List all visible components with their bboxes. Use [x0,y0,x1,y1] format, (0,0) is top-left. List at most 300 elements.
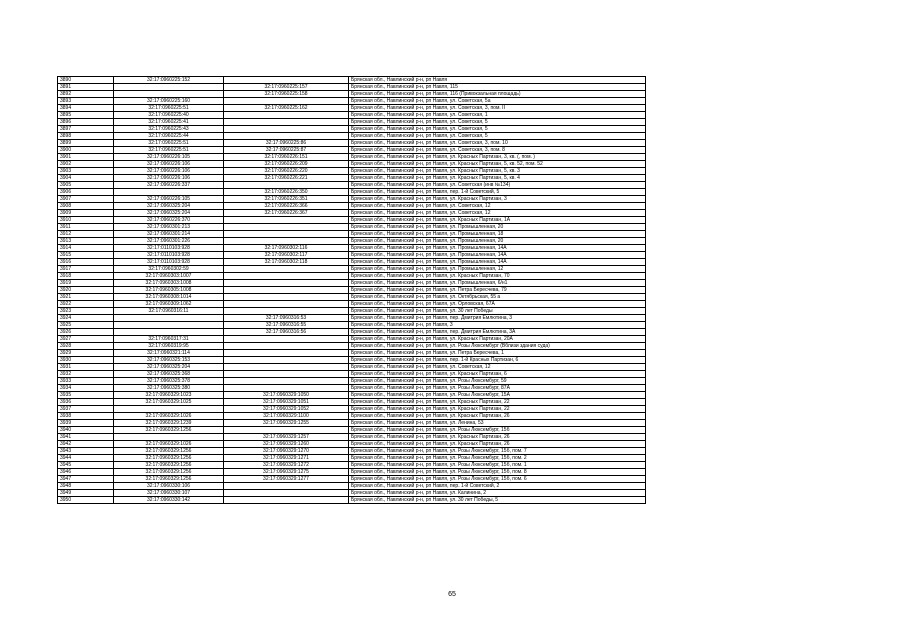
table-row [58,224,646,231]
cadastral-number-cell: 32:17:0960329:1023 [114,392,224,399]
cadastral-number-cell: 32:17:0960329:1256 [114,476,224,483]
property-table [57,76,646,504]
table-row [58,196,646,203]
table-row [58,280,646,287]
object-cadastral-number-cell [224,126,349,133]
row-number-cell: 3902 [58,161,114,168]
table-row [58,371,646,378]
object-cadastral-number-cell [224,112,349,119]
address-cell: Брянская обл., Навлинский р-н, рп Навля, ул. Советская, 5а [349,98,646,105]
object-cadastral-number-cell: 32:17:0960316:55 [224,322,349,329]
row-number-cell: 3896 [58,119,114,126]
object-cadastral-number-cell [224,350,349,357]
cadastral-number-cell: 32:17:0960317:31 [114,336,224,343]
object-cadastral-number-cell: 32:17:0960329:1255 [224,420,349,427]
table-row [58,322,646,329]
object-cadastral-number-cell [224,490,349,497]
row-number-cell: 3914 [58,245,114,252]
row-number-cell: 3940 [58,427,114,434]
object-cadastral-number-cell: 32:17:0960225:157 [224,84,349,91]
row-number-cell: 3932 [58,371,114,378]
row-number-cell: 3944 [58,455,114,462]
address-cell: Брянская обл., Навлинский р-н, рп Навля, ул. Орловская, 67А [349,301,646,308]
address-cell: Брянская обл., Навлинский р-н, рп Навля, ул. Петра Бересчева, 1 [349,350,646,357]
cadastral-number-cell: 32:17:0960329:1256 [114,427,224,434]
cadastral-number-cell: 32:17:0960319:95 [114,343,224,350]
cadastral-number-cell: 32:17:0960308:1014 [114,294,224,301]
address-cell: Брянская обл., Навлинский р-н, рп Навля, 116 (Привокзальная площадь) [349,91,646,98]
address-cell: Брянская обл., Навлинский р-н, рп Навля, ул. Красных Партизан, 20А [349,336,646,343]
object-cadastral-number-cell [224,231,349,238]
cadastral-number-cell [114,315,224,322]
table-row [58,378,646,385]
table-row [58,105,646,112]
table-row [58,245,646,252]
cadastral-number-cell: 32:17:0960330:106 [114,483,224,490]
table-row [58,112,646,119]
table-row [58,392,646,399]
address-cell: Брянская обл., Навлинский р-н, рп Навля, ул. Советская, 3, пом. 8 [349,147,646,154]
row-number-cell: 3919 [58,280,114,287]
row-number-cell: 3893 [58,98,114,105]
row-number-cell: 3930 [58,357,114,364]
cadastral-number-cell [114,322,224,329]
cadastral-number-cell: 32:17:0960226:106 [114,168,224,175]
address-cell: Брянская обл., Навлинский р-н, рп Навля, ул. Розы Люксембург, 15б, пом. 6 [349,476,646,483]
row-number-cell: 3918 [58,273,114,280]
address-cell: Брянская обл., Навлинский р-н, рп Навля, ул. Октябрьская, 55 а [349,294,646,301]
object-cadastral-number-cell: 32:17:0960225:87 [224,147,349,154]
table-row [58,119,646,126]
object-cadastral-number-cell: 32:17:0960316:53 [224,315,349,322]
row-number-cell: 3899 [58,140,114,147]
row-number-cell: 3898 [58,133,114,140]
row-number-cell: 3926 [58,329,114,336]
table-row [58,189,646,196]
page-number: 65 [448,591,456,598]
object-cadastral-number-cell [224,301,349,308]
object-cadastral-number-cell [224,77,349,84]
address-cell: Брянская обл., Навлинский р-н, рп Навля, ул. Калинина, 2 [349,490,646,497]
address-cell: Брянская обл., Навлинский р-н, рп Навля, ул. Красных Партизан, 26 [349,441,646,448]
address-cell: Брянская обл., Навлинский р-н, рп Навля, ул. Советская, 12 [349,210,646,217]
table-row [58,434,646,441]
object-cadastral-number-cell: 32:17:0960226:221 [224,175,349,182]
cadastral-number-cell: 32:17:0960225:51 [114,140,224,147]
object-cadastral-number-cell [224,182,349,189]
cadastral-number-cell: 32:17:0960329:1256 [114,448,224,455]
address-cell: Брянская обл., Навлинский р-н, рп Навля, ул. Советская, 5 [349,119,646,126]
object-cadastral-number-cell: 32:17:0960302:117 [224,252,349,259]
object-cadastral-number-cell [224,217,349,224]
object-cadastral-number-cell [224,308,349,315]
table-row [58,448,646,455]
cadastral-number-cell: 32:17:0960330:142 [114,497,224,504]
object-cadastral-number-cell [224,224,349,231]
cadastral-number-cell: 32:17:0110103:928 [114,252,224,259]
row-number-cell: 3907 [58,196,114,203]
cadastral-number-cell [114,91,224,98]
row-number-cell: 3942 [58,441,114,448]
cadastral-number-cell: 32:17:0960226:106 [114,175,224,182]
row-number-cell: 3924 [58,315,114,322]
table-row [58,77,646,84]
object-cadastral-number-cell: 32:17:0960329:1257 [224,434,349,441]
row-number-cell: 3895 [58,112,114,119]
cadastral-number-cell [114,84,224,91]
table-row [58,441,646,448]
cadastral-number-cell: 32:17:0960321:114 [114,350,224,357]
table-row [58,259,646,266]
table-row [58,476,646,483]
address-cell: Брянская обл., Навлинский р-н, рп Навля, ул. Советская, 5 [349,133,646,140]
table-row [58,497,646,504]
table-row [58,413,646,420]
cadastral-number-cell: 32:17:0960225:41 [114,119,224,126]
address-cell: Брянская обл., Навлинский р-н, рп Навля, ул. Промышленная, 18 [349,231,646,238]
address-cell: Брянская обл., Навлинский р-н, рп Навля, ул. Советская, 5 [349,126,646,133]
address-cell: Брянская обл., Навлинский р-н, рп Навля, ул. Красных Партизан, 26 [349,413,646,420]
table-row [58,273,646,280]
row-number-cell: 3891 [58,84,114,91]
object-cadastral-number-cell: 32:17:0960329:1272 [224,462,349,469]
table-row [58,385,646,392]
table-row [58,301,646,308]
cadastral-number-cell: 32:17:0960316:11 [114,308,224,315]
object-cadastral-number-cell [224,133,349,140]
row-number-cell: 3929 [58,350,114,357]
address-cell: Брянская обл., Навлинский р-н, рп Навля, ул. Красных Партизан, 22 [349,406,646,413]
object-cadastral-number-cell: 32:17:0960225:158 [224,91,349,98]
address-cell: Брянская обл., Навлинский р-н, рп Навля, ул. Советская, 1 [349,112,646,119]
address-cell: Брянская обл., Навлинский р-н, рп Навля, ул. Розы Люксембург, 15б, пом. 2 [349,455,646,462]
object-cadastral-number-cell: 32:17:0960226:366 [224,203,349,210]
address-cell: Брянская обл., Навлинский р-н, рп Навля, пер. 1-й Красных Партизан, 6 [349,357,646,364]
object-cadastral-number-cell: 32:17:0960226:209 [224,161,349,168]
object-cadastral-number-cell [224,357,349,364]
object-cadastral-number-cell: 32:17:0960226:350 [224,189,349,196]
table-row [58,140,646,147]
address-cell: Брянская обл., Навлинский р-н, рп Навля, ул. Промышленная, 14А [349,252,646,259]
object-cadastral-number-cell [224,238,349,245]
address-cell: Брянская обл., Навлинский р-н, рп Навля, пер. 1-й Советский, 2 [349,483,646,490]
row-number-cell: 3939 [58,420,114,427]
table-row [58,126,646,133]
row-number-cell: 3894 [58,105,114,112]
address-cell: Брянская обл., Навлинский р-н, рп Навля, пер. Дмитрия Емлютина, 3А [349,329,646,336]
cadastral-number-cell: 32:17:0960325:204 [114,203,224,210]
row-number-cell: 3892 [58,91,114,98]
object-cadastral-number-cell [224,483,349,490]
address-cell: Брянская обл., Навлинский р-н, рп Навля, ул. Красных Партизан, 1А [349,217,646,224]
address-cell: Брянская обл., Навлинский р-н, рп Навля, ул. Розы Люксембург (Вблизи здания суда) [349,343,646,350]
table-row [58,217,646,224]
table-row [58,406,646,413]
cadastral-number-cell: 32:17:0960225:51 [114,147,224,154]
object-cadastral-number-cell: 32:17:0960329:1052 [224,406,349,413]
object-cadastral-number-cell: 32:17:0960302:118 [224,259,349,266]
cadastral-number-cell [114,434,224,441]
object-cadastral-number-cell [224,497,349,504]
object-cadastral-number-cell [224,343,349,350]
object-cadastral-number-cell: 32:17:0960329:1275 [224,469,349,476]
address-cell: Брянская обл., Навлинский р-н, рп Навля [349,77,646,84]
object-cadastral-number-cell [224,378,349,385]
cadastral-number-cell: 32:17:0960302:59 [114,266,224,273]
object-cadastral-number-cell: 32:17:0960329:1050 [224,392,349,399]
address-cell: Брянская обл., Навлинский р-н, рп Навля, ул. Красных Партизан, 5, кв. 4 [349,175,646,182]
table-row [58,315,646,322]
object-cadastral-number-cell: 32:17:0960225:162 [224,105,349,112]
cadastral-number-cell: 32:17:0960225:40 [114,112,224,119]
address-cell: Брянская обл., Навлинский р-н, рп Навля, ул. Промышленная, 14А [349,245,646,252]
cadastral-number-cell: 32:17:0110103:928 [114,245,224,252]
address-cell: Брянская обл., Навлинский р-н, рп Навля, ул. 30 лет Победы, 5 [349,497,646,504]
object-cadastral-number-cell: 32:17:0960316:56 [224,329,349,336]
cadastral-number-cell: 32:17:0960330:107 [114,490,224,497]
object-cadastral-number-cell: 32:17:0960302:116 [224,245,349,252]
row-number-cell: 3933 [58,378,114,385]
cadastral-number-cell: 32:17:0960226:106 [114,161,224,168]
object-cadastral-number-cell: 32:17:0960329:1271 [224,455,349,462]
address-cell: Брянская обл., Навлинский р-н, рп Навля, ул. 30 лет Победы [349,308,646,315]
cadastral-number-cell: 32:17:0960329:1026 [114,441,224,448]
row-number-cell: 3911 [58,224,114,231]
address-cell: Брянская обл., Навлинский р-н, рп Навля, ул. Промышленная, 20 [349,224,646,231]
address-cell: Брянская обл., Навлинский р-н, рп Навля, ул. Красных Партизан, 5, кв. 3 [349,168,646,175]
cadastral-number-cell: 32:17:0960329:1256 [114,469,224,476]
row-number-cell: 3928 [58,343,114,350]
address-cell: Брянская обл., Навлинский р-н, рп Навля, ул. Розы Люксембург, 15б, пом. 8 [349,469,646,476]
row-number-cell: 3925 [58,322,114,329]
table-row [58,252,646,259]
table-row [58,336,646,343]
table-row [58,266,646,273]
row-number-cell: 3938 [58,413,114,420]
table-row [58,294,646,301]
object-cadastral-number-cell [224,266,349,273]
table-row [58,203,646,210]
row-number-cell: 3908 [58,203,114,210]
object-cadastral-number-cell: 32:17:0960226:367 [224,210,349,217]
cadastral-number-cell: 32:17:0960225:43 [114,126,224,133]
cadastral-number-cell: 32:17:0960329:1026 [114,413,224,420]
row-number-cell: 3909 [58,210,114,217]
object-cadastral-number-cell: 32:17:0960329:1051 [224,399,349,406]
row-number-cell: 3922 [58,301,114,308]
table-row [58,483,646,490]
cadastral-number-cell: 32:17:0960226:105 [114,154,224,161]
table-row [58,175,646,182]
object-cadastral-number-cell [224,294,349,301]
cadastral-number-cell: 32:17:0960226:337 [114,182,224,189]
object-cadastral-number-cell [224,119,349,126]
cadastral-number-cell: 32:17:0960309:1062 [114,301,224,308]
table-row [58,329,646,336]
table-row [58,469,646,476]
address-cell: Брянская обл., Навлинский р-н, рп Навля, ул. Красных Партизан, 22 [349,399,646,406]
row-number-cell: 3903 [58,168,114,175]
table-row [58,168,646,175]
object-cadastral-number-cell: 32:17:0960225:86 [224,140,349,147]
row-number-cell: 3910 [58,217,114,224]
cadastral-number-cell: 32:17:0110103:928 [114,259,224,266]
table-row [58,343,646,350]
row-number-cell: 3923 [58,308,114,315]
table-row [58,357,646,364]
row-number-cell: 3912 [58,231,114,238]
row-number-cell: 3920 [58,287,114,294]
row-number-cell: 3947 [58,476,114,483]
address-cell: Брянская обл., Навлинский р-н, рп Навля, ул. Советская, 12 [349,203,646,210]
address-cell: Брянская обл., Навлинский р-н, рп Навля, ул. Красных Партизан, 6 [349,371,646,378]
cadastral-number-cell: 32:17:0960325:204 [114,364,224,371]
cadastral-number-cell: 32:17:0960226:105 [114,196,224,203]
address-cell: Брянская обл., Навлинский р-н, рп Навля, ул. Советская, 3, пом. II [349,105,646,112]
cadastral-number-cell: 32:17:0960325:153 [114,357,224,364]
address-cell: Брянская обл., Навлинский р-н, рп Навля, ул. Красных Партизан, 3 [349,196,646,203]
object-cadastral-number-cell [224,98,349,105]
object-cadastral-number-cell [224,280,349,287]
table-row [58,462,646,469]
property-table-body [58,77,646,504]
address-cell: Брянская обл., Навлинский р-н, рп Навля, ул. Розы Люксембург, 15б [349,427,646,434]
address-cell: Брянская обл., Навлинский р-н, рп Навля, ул. Розы Люксембург, 87А [349,385,646,392]
object-cadastral-number-cell: 32:17:0960329:1277 [224,476,349,483]
row-number-cell: 3913 [58,238,114,245]
cadastral-number-cell: 32:17:0960329:1256 [114,462,224,469]
address-cell: Брянская обл., Навлинский р-н, рп Навля, ул. Промышленная, 20 [349,238,646,245]
cadastral-number-cell: 32:17:0960325:380 [114,385,224,392]
address-cell: Брянская обл., Навлинский р-н, рп Навля, ул. Красных Партизан, 3, кв. (, пом. ) [349,154,646,161]
row-number-cell: 3945 [58,462,114,469]
cadastral-number-cell [114,189,224,196]
table-row [58,399,646,406]
address-cell: Брянская обл., Навлинский р-н, рп Навля, ул. Розы Люксембург, 15А [349,392,646,399]
object-cadastral-number-cell [224,371,349,378]
address-cell: Брянская обл., Навлинский р-н, рп Навля, пер. 1-й Советский, 5 [349,189,646,196]
row-number-cell: 3917 [58,266,114,273]
object-cadastral-number-cell [224,273,349,280]
row-number-cell: 3949 [58,490,114,497]
object-cadastral-number-cell: 32:17:0960226:151 [224,154,349,161]
address-cell: Брянская обл., Навлинский р-н, рп Навля, 3 [349,322,646,329]
row-number-cell: 3943 [58,448,114,455]
object-cadastral-number-cell: 32:17:0960329:1260 [224,441,349,448]
object-cadastral-number-cell: 32:17:0960226:351 [224,196,349,203]
table-row [58,147,646,154]
cadastral-number-cell: 32:17:0960301:213 [114,224,224,231]
address-cell: Брянская обл., Навлинский р-н, рп Навля, ул. Промышленная, 6/н1 [349,280,646,287]
table-row [58,350,646,357]
row-number-cell: 3915 [58,252,114,259]
address-cell: Брянская обл., Навлинский р-н, рп Навля, ул. Красных Партизан, 5, кв. 52, пом. 52 [349,161,646,168]
cadastral-number-cell: 32:17:0960303:1007 [114,273,224,280]
object-cadastral-number-cell: 32:17:0960329:1270 [224,448,349,455]
row-number-cell: 3950 [58,497,114,504]
object-cadastral-number-cell [224,427,349,434]
cadastral-number-cell: 32:17:0960301:214 [114,231,224,238]
cadastral-number-cell: 32:17:0960329:1256 [114,455,224,462]
row-number-cell: 3931 [58,364,114,371]
address-cell: Брянская обл., Навлинский р-н, рп Навля, ул. Промышленная, 12 [349,266,646,273]
address-cell: Брянская обл., Навлинский р-н, рп Навля, ул. Ленина, 53 [349,420,646,427]
cadastral-number-cell: 32:17:0960329:1025 [114,399,224,406]
row-number-cell: 3935 [58,392,114,399]
object-cadastral-number-cell [224,385,349,392]
row-number-cell: 3941 [58,434,114,441]
row-number-cell: 3904 [58,175,114,182]
cadastral-number-cell: 32:17:0960225:152 [114,77,224,84]
cadastral-number-cell: 32:17:0960325:368 [114,371,224,378]
row-number-cell: 3927 [58,336,114,343]
table-row [58,231,646,238]
row-number-cell: 3948 [58,483,114,490]
cadastral-number-cell: 32:17:0960303:1008 [114,280,224,287]
table-row [58,287,646,294]
address-cell: Брянская обл., Навлинский р-н, рп Навля, ул. Розы Люксембург, 15б, пом. 1 [349,462,646,469]
row-number-cell: 3901 [58,154,114,161]
row-number-cell: 3946 [58,469,114,476]
table-row [58,308,646,315]
cadastral-number-cell: 32:17:0960301:226 [114,238,224,245]
table-row [58,490,646,497]
address-cell: Брянская обл., Навлинский р-н, рп Навля, ул. Промышленная, 14А [349,259,646,266]
address-cell: Брянская обл., Навлинский р-н, рп Навля, ул. Советская (инв №134) [349,182,646,189]
row-number-cell: 3934 [58,385,114,392]
object-cadastral-number-cell [224,336,349,343]
object-cadastral-number-cell [224,287,349,294]
cadastral-number-cell: 32:17:0960325:204 [114,210,224,217]
address-cell: Брянская обл., Навлинский р-н, рп Навля, пер. Дмитрия Емлютина, 3 [349,315,646,322]
row-number-cell: 3921 [58,294,114,301]
cadastral-number-cell: 32:17:0960225:51 [114,105,224,112]
table-row [58,91,646,98]
cadastral-number-cell: 32:17:0960225:44 [114,133,224,140]
object-cadastral-number-cell: 32:17:0960329:1100 [224,413,349,420]
row-number-cell: 3906 [58,189,114,196]
row-number-cell: 3916 [58,259,114,266]
cadastral-number-cell: 32:17:0960225:160 [114,98,224,105]
table-row [58,154,646,161]
cadastral-number-cell: 32:17:0960305:1008 [114,287,224,294]
address-cell: Брянская обл., Навлинский р-н, рп Навля, ул. Розы Люксембург, 59 [349,378,646,385]
object-cadastral-number-cell [224,364,349,371]
cadastral-number-cell: 32:17:0960325:378 [114,378,224,385]
address-cell: Брянская обл., Навлинский р-н, рп Навля, ул. Красных Партизан, 70 [349,273,646,280]
table-row [58,98,646,105]
table-row [58,455,646,462]
table-row [58,161,646,168]
cadastral-number-cell [114,406,224,413]
table-row [58,210,646,217]
cadastral-number-cell: 32:17:0960329:1239 [114,420,224,427]
row-number-cell: 3905 [58,182,114,189]
address-cell: Брянская обл., Навлинский р-н, рп Навля, ул. Советская, 3, пом. 10 [349,140,646,147]
table-row [58,427,646,434]
row-number-cell: 3937 [58,406,114,413]
address-cell: Брянская обл., Навлинский р-н, рп Навля, ул. Красных Партизан, 26 [349,434,646,441]
row-number-cell: 3897 [58,126,114,133]
table-row [58,238,646,245]
table-row [58,84,646,91]
address-cell: Брянская обл., Навлинский р-н, рп Навля, 115 [349,84,646,91]
table-row [58,133,646,140]
address-cell: Брянская обл., Навлинский р-н, рп Навля, ул. Петра Бересчева, 79 [349,287,646,294]
table-row [58,420,646,427]
object-cadastral-number-cell: 32:17:0960226:220 [224,168,349,175]
row-number-cell: 3900 [58,147,114,154]
